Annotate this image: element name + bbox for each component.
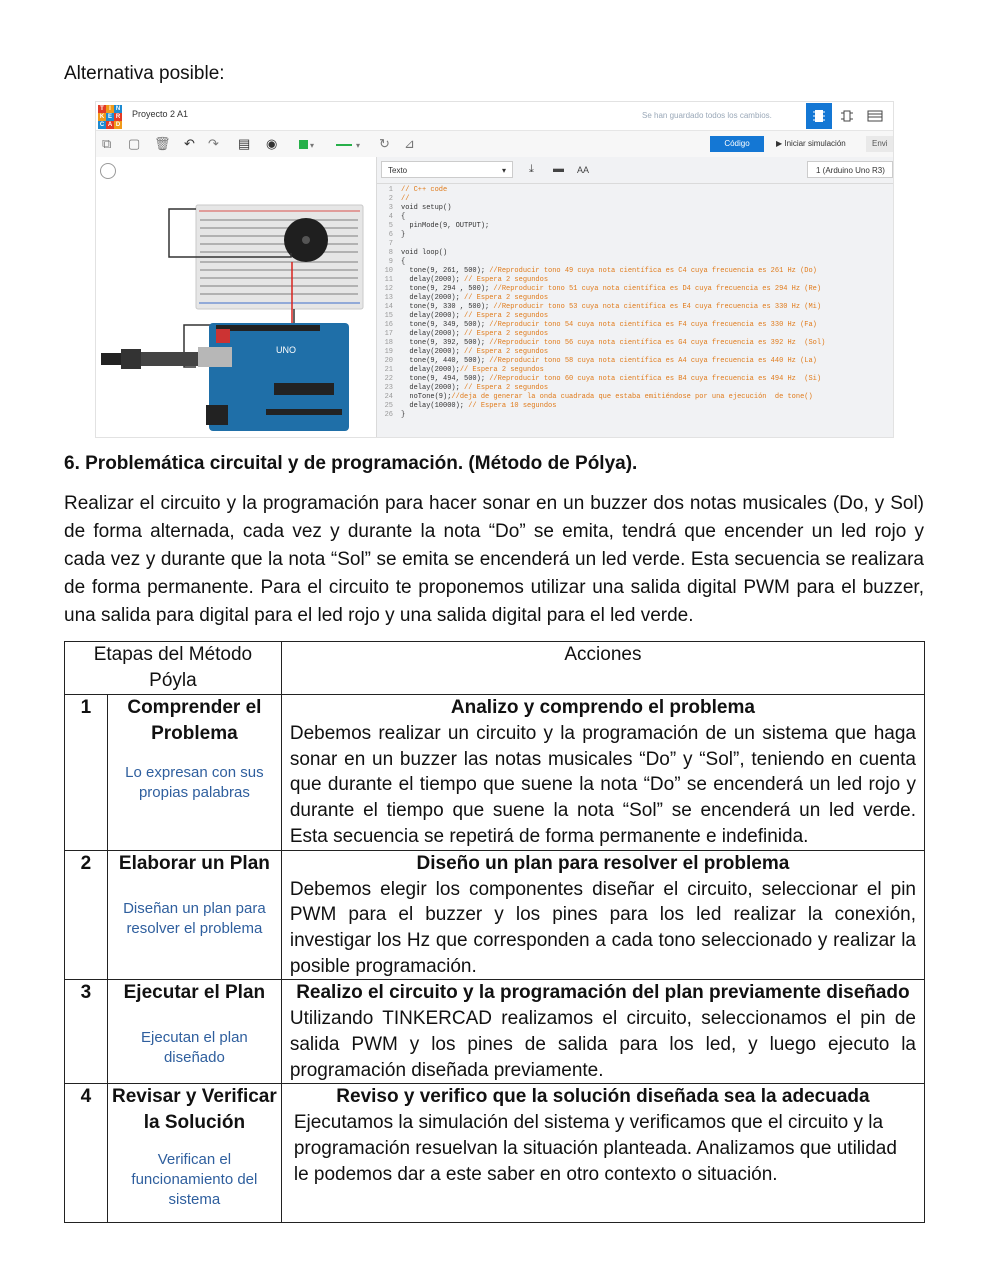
code-button-label: Código	[724, 139, 750, 148]
stage-title: Elaborar un Plan	[118, 852, 270, 874]
wire-color-icon[interactable]	[299, 140, 308, 149]
redo-icon[interactable]: ↷	[208, 136, 219, 151]
code-line	[377, 303, 894, 312]
delete-icon[interactable]: 🗑	[154, 136, 171, 151]
code-text	[401, 249, 447, 258]
row-number: 1	[65, 695, 108, 851]
line-number: 4	[388, 213, 393, 221]
code-text	[401, 375, 821, 384]
line-number: 9	[388, 258, 393, 266]
visibility-icon[interactable]: ◉	[266, 136, 278, 151]
line-number: 15	[384, 312, 393, 320]
code-line	[377, 267, 894, 276]
line-number: 13	[384, 294, 393, 302]
code-comment: // Espera 2 segundos	[464, 348, 549, 356]
start-simulation-button[interactable]	[776, 139, 846, 148]
code-comment: //Reproducir tono 60 cuya nota científica es B4 cuya frecuencia es 494 Hz (Si)	[489, 375, 822, 383]
code-statement: pinMode(9, OUTPUT);	[401, 222, 490, 230]
line-number: 14	[384, 303, 393, 311]
paragraph-line: de forma permanente. Para el circuito te proponemos utilizar una salida digital PWM para el buzzer,	[64, 577, 924, 598]
action-cell	[281, 980, 924, 1084]
code-statement: delay(2000);	[401, 366, 460, 374]
logo-letter: A	[107, 122, 113, 128]
circuit-canvas[interactable]	[96, 157, 376, 437]
line-number: 21	[384, 366, 393, 374]
line-number: 26	[384, 411, 393, 419]
code-statement: {	[401, 213, 406, 221]
code-comment: //Reproducir tono 53 cuya nota científica es E4 cuya frecuencia es 330 Hz (Mi)	[493, 303, 822, 311]
action-title: Diseño un plan para resolver el problema	[416, 852, 790, 874]
arduino-uno-label: UNO	[276, 345, 296, 355]
code-statement: delay(10000);	[401, 402, 469, 410]
undo-icon[interactable]: ↶	[184, 136, 195, 151]
code-text	[401, 348, 548, 357]
action-body: Debemos elegir los componentes diseñar el circuito, seleccionar el pin PWM para el buzzer y los pines para los led realizar la conexión, investigar los Hz que corresponden a cada tono seleccionado y realizar la posible programación.	[289, 878, 916, 977]
code-statement: tone(9, 349, 500);	[401, 321, 490, 329]
code-line	[377, 330, 894, 339]
code-text	[401, 258, 405, 267]
line-number: 2	[388, 195, 393, 203]
code-text	[401, 213, 405, 222]
copy-icon[interactable]: ⧉	[102, 136, 112, 151]
code-statement: delay(2000);	[401, 348, 465, 356]
code-line	[377, 348, 894, 357]
row-number: 3	[65, 980, 108, 1084]
tinkercad-top-bar	[96, 102, 893, 131]
code-line	[377, 366, 894, 375]
component-list-icon[interactable]	[862, 103, 888, 129]
line-number: 18	[384, 339, 393, 347]
line-number: 3	[388, 204, 393, 212]
stage-cell	[107, 850, 281, 980]
code-text	[401, 339, 825, 348]
code-statement: void setup()	[401, 204, 452, 212]
polya-table	[64, 641, 925, 1223]
code-statement: void loop()	[401, 249, 448, 257]
upload-library-icon[interactable]: ▬	[553, 163, 564, 175]
stage-subtitle: Diseñan un plan para resolver el problema	[123, 899, 266, 937]
code-comment: // C++ code	[401, 186, 448, 194]
row-number: 4	[65, 1084, 108, 1223]
action-cell	[281, 850, 924, 980]
paragraph-line: de forma alternada, cada vez y durante la nota “Do” se emita, tendrá que encender un led rojo y	[64, 521, 924, 542]
line-number: 7	[388, 240, 393, 248]
logo-letter: I	[106, 105, 114, 113]
code-comment: // Espera 2 segundos	[464, 294, 549, 302]
action-body: Ejecutamos la simulación del sistema y verificamos que el circuito y la programación resuelvan la situación planteada. Analizamos que utilidad le podemos dar a este saber en otro contexto o situación.	[293, 1112, 897, 1185]
line-number: 19	[384, 348, 393, 356]
paragraph-line: cada vez y durante que la nota “Sol” se emita se encenderá un led verde. Esta secuencia se realizara	[64, 549, 924, 570]
code-mode-value: Texto	[388, 166, 408, 175]
code-text	[401, 204, 451, 213]
line-number: 20	[384, 357, 393, 365]
code-statement: noTone(9);	[401, 393, 452, 401]
code-text	[401, 267, 817, 276]
wire-type-icon[interactable]	[336, 144, 352, 146]
action-title: Reviso y verifico que la solución diseñada sea la adecuada	[336, 1086, 870, 1108]
chevron-down-icon: ▾	[501, 166, 506, 175]
code-comment: //Reproducir tono 49 cuya nota científica es C4 cuya frecuencia es 261 Hz (Do)	[489, 267, 817, 275]
action-cell	[281, 695, 924, 851]
code-line	[377, 375, 894, 384]
code-text	[401, 303, 821, 312]
play-icon: ▶	[776, 139, 785, 148]
stage-title: Revisar y Verificar la Solución	[111, 1086, 277, 1134]
code-statement: tone(9, 330 , 500);	[401, 303, 494, 311]
line-number: 17	[384, 330, 393, 338]
code-comment: //Reproducir tono 51 cuya nota científica es D4 cuya frecuencia es 294 Hz (Re)	[493, 285, 822, 293]
code-line	[377, 249, 894, 258]
logo-letter: D	[115, 122, 121, 128]
line-number: 8	[388, 249, 393, 257]
code-line	[377, 195, 894, 204]
code-statement: delay(2000);	[401, 312, 465, 320]
chevron-down-icon[interactable]: ▾	[356, 141, 361, 150]
code-text	[401, 366, 544, 375]
code-text	[401, 384, 548, 393]
header-stages-label: Etapas del Método Póyla	[93, 644, 253, 691]
logo-letter: E	[107, 114, 112, 120]
code-comment: // Espera 2 segundos	[459, 366, 544, 374]
code-line	[377, 285, 894, 294]
line-number: 22	[384, 375, 393, 383]
table-row	[65, 850, 925, 980]
line-number: 11	[384, 276, 393, 284]
action-title: Realizo el circuito y la programación del plan previamente diseñado	[296, 982, 910, 1004]
code-comment: // Espera 2 segundos	[464, 330, 549, 338]
rotate-icon[interactable]: ↻	[379, 136, 390, 151]
code-statement: }	[401, 231, 406, 239]
code-line	[377, 294, 894, 303]
paragraph-line: Realizar el circuito y la programación para hacer sonar en un buzzer dos notas musicales (Do, y Sol)	[64, 493, 924, 514]
stage-subtitle: Ejecutan el plan diseñado	[141, 1029, 248, 1067]
code-text	[401, 393, 813, 402]
code-comment: //	[401, 195, 410, 203]
code-comment: // Espera 10 segundos	[468, 402, 557, 410]
schematic-view-icon[interactable]	[834, 103, 860, 129]
code-line	[377, 321, 894, 330]
code-text	[401, 222, 489, 231]
code-statement: delay(2000);	[401, 384, 465, 392]
code-statement: }	[401, 411, 406, 419]
table-header-row	[65, 642, 925, 695]
logo-letter: T	[98, 105, 106, 113]
code-text	[401, 312, 548, 321]
code-text	[401, 195, 409, 204]
stage-title: Ejecutar el Plan	[123, 982, 266, 1004]
code-comment: //Reproducir tono 54 cuya nota científica es F4 cuya frecuencia es 330 Hz (Fa)	[489, 321, 817, 329]
code-line	[377, 402, 894, 411]
code-text	[401, 276, 548, 285]
header-actions-label: Acciones	[564, 644, 642, 665]
line-number: 25	[384, 402, 393, 410]
code-toolbar	[377, 157, 894, 184]
header-actions	[281, 642, 924, 695]
table-row	[65, 980, 925, 1084]
header-stages	[65, 642, 282, 695]
circuit-view-icon[interactable]	[806, 103, 832, 129]
code-line	[377, 204, 894, 213]
note-icon[interactable]: ▤	[238, 136, 251, 151]
code-comment: //deja de generar la onda cuadrada que estaba emitiéndose por una ejecución de tone()	[451, 393, 813, 401]
tinkercad-logo	[98, 105, 122, 129]
code-statement: tone(9, 494, 500);	[401, 375, 490, 383]
code-text	[401, 285, 821, 294]
logo-letter: R	[115, 114, 121, 120]
action-body: Debemos realizar un circuito y la programación de un sistema que haga sonar en un buzzer las notas musicales “Do” y “Sol”, teniendo en cuenta que durante el tiempo que suene la nota “Do” se encenderá un led rojo y durante el tiempo que suene la nota “Sol” se encenderá un led verde. Esta secuencia se repetirá de forma permanente e indefinida.	[289, 723, 916, 847]
send-button[interactable]: Envi	[866, 136, 893, 152]
line-number: 16	[384, 321, 393, 329]
code-line	[377, 312, 894, 321]
code-text	[401, 321, 817, 330]
code-button[interactable]	[710, 136, 764, 152]
code-statement: delay(2000);	[401, 294, 465, 302]
logo-letter: K	[99, 114, 105, 120]
device-select[interactable]: 1 (Arduino Uno R3)	[807, 161, 893, 178]
logo-letter: C	[99, 122, 105, 128]
code-statement: tone(9, 392, 500);	[401, 339, 490, 347]
code-line	[377, 231, 894, 240]
code-text	[401, 357, 817, 366]
code-statement: delay(2000);	[401, 276, 465, 284]
action-body: Utilizando TINKERCAD realizamos el circuito, seleccionamos el pin de salida PWM y los pines de salida para los led, y luego ejecuto la programación diseñada previamente.	[289, 1008, 916, 1081]
row-number: 2	[65, 850, 108, 980]
line-number: 23	[384, 384, 393, 392]
start-simulation-label: Iniciar simulación	[784, 139, 846, 148]
code-line	[377, 411, 894, 420]
code-comment: //Reproducir tono 58 cuya nota científica es A4 cuya frecuencia es 440 Hz (La)	[489, 357, 817, 365]
action-title: Analizo y comprendo el problema	[450, 697, 755, 718]
save-status: Se han guardado todos los cambios.	[642, 111, 772, 120]
code-line	[377, 339, 894, 348]
code-statement: tone(9, 294 , 500);	[401, 285, 494, 293]
code-comment: // Espera 2 segundos	[464, 312, 549, 320]
line-number: 6	[388, 231, 393, 239]
logo-letter: N	[115, 106, 121, 112]
code-text	[401, 186, 447, 195]
code-line	[377, 357, 894, 366]
intro-text: Alternativa posible:	[64, 63, 225, 84]
line-number: 5	[388, 222, 393, 230]
tinkercad-toolbar	[96, 131, 893, 158]
code-text	[401, 402, 556, 411]
code-text	[401, 330, 548, 339]
code-statement: delay(2000);	[401, 330, 465, 338]
stage-title: Comprender el Problema	[127, 697, 262, 744]
line-number: 1	[388, 186, 393, 194]
code-comment: // Espera 2 segundos	[464, 276, 549, 284]
line-number: 24	[384, 393, 393, 401]
stage-cell	[107, 1084, 281, 1223]
code-line	[377, 186, 894, 195]
code-line	[377, 213, 894, 222]
code-line	[377, 384, 894, 393]
action-cell	[281, 1084, 924, 1223]
code-statement: {	[401, 258, 406, 266]
code-line	[377, 393, 894, 402]
chevron-down-icon[interactable]: ▾	[310, 141, 315, 150]
circuit-drawing	[96, 157, 376, 437]
code-panel	[376, 157, 894, 437]
stage-cell	[107, 980, 281, 1084]
stage-cell	[107, 695, 281, 851]
project-name[interactable]: Proyecto 2 A1	[132, 109, 189, 119]
code-statement: tone(9, 440, 500);	[401, 357, 490, 365]
code-mode-select[interactable]	[381, 161, 513, 178]
stage-subtitle: Verifican el funcionamiento del sistema	[131, 1151, 258, 1209]
code-text	[401, 231, 405, 240]
tinkercad-screenshot	[95, 101, 894, 438]
line-number: 10	[384, 267, 393, 275]
paragraph-line: una salida para digital para el led rojo y una salida digital para el led verde.	[64, 605, 694, 626]
stage-subtitle: Lo expresan con sus propias palabras	[125, 764, 264, 801]
code-text	[401, 294, 548, 303]
code-text	[401, 411, 405, 420]
paste-icon[interactable]: ▢	[128, 136, 141, 151]
table-row	[65, 695, 925, 851]
table-row	[65, 1084, 925, 1223]
code-statement: tone(9, 261, 500);	[401, 267, 490, 275]
line-number: 12	[384, 285, 393, 293]
code-line	[377, 276, 894, 285]
code-line	[377, 240, 894, 249]
code-comment: //Reproducir tono 56 cuya nota científica es G4 cuya frecuencia es 392 Hz (Sol)	[489, 339, 826, 347]
section-heading: 6. Problemática circuital y de programación. (Método de Pólya).	[64, 453, 638, 474]
problem-paragraph	[64, 490, 924, 630]
code-comment: // Espera 2 segundos	[464, 384, 549, 392]
download-icon[interactable]: ⤓	[529, 163, 534, 175]
code-line	[377, 258, 894, 267]
flip-icon[interactable]: ⊿	[404, 136, 415, 151]
text-size-icon[interactable]: AA	[577, 165, 590, 175]
code-line	[377, 222, 894, 231]
